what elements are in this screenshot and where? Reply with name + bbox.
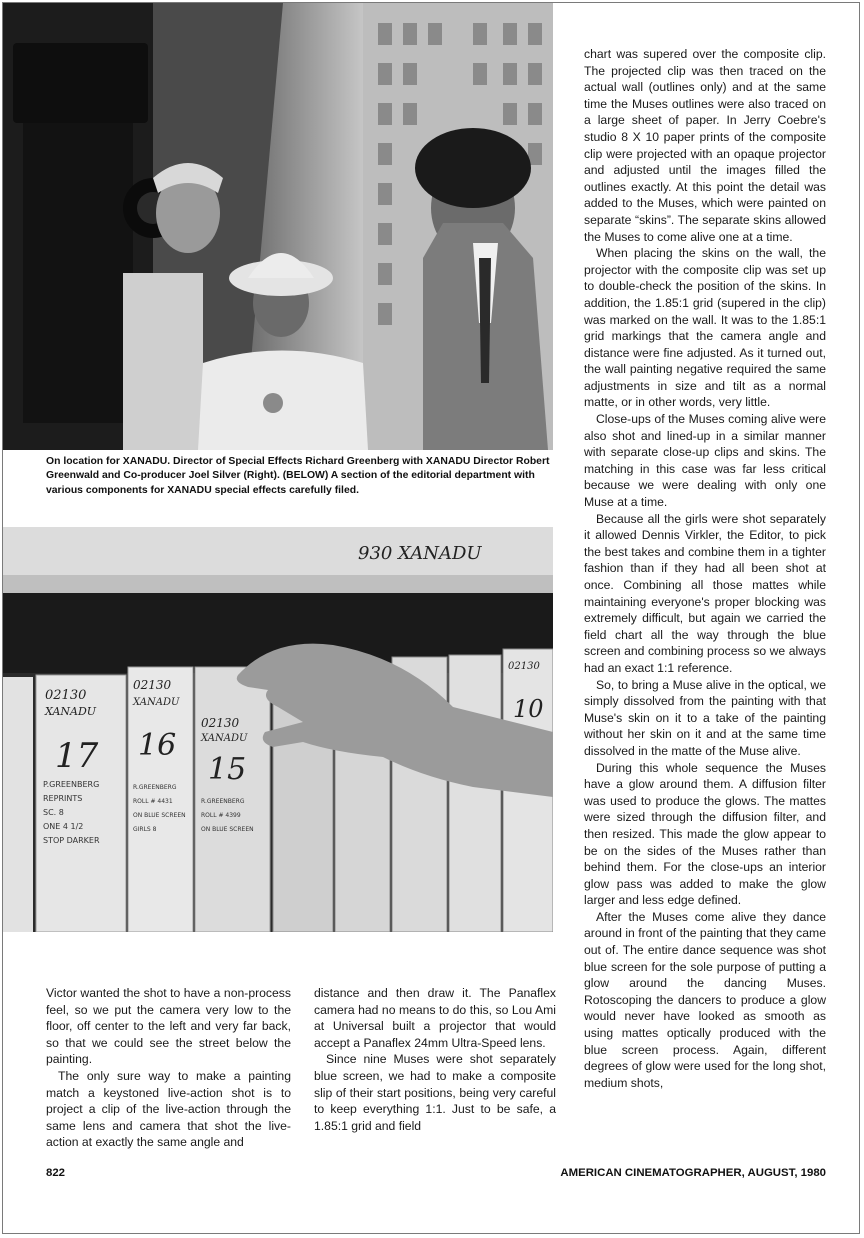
- magazine-footer: AMERICAN CINEMATOGRAPHER, AUGUST, 1980: [560, 1167, 826, 1179]
- film-box-note: R.GREENBERG: [201, 798, 245, 805]
- film-box-17: [36, 675, 126, 932]
- film-box-number: 15: [208, 752, 247, 787]
- paragraph: Because all the girls were shot separately it allowed Dennis Virkler, the Editor, to pick the best takes and combine them in a tighter fashion than if they had all been shot at once. Combining all those mattes while maintaining everyone's proper blocking was extremely difficult, but again we carried the field chart all the way through the blue screen and combining process so we always had an exact 1:1 reference.: [584, 511, 826, 675]
- film-box-note: ROLL # 4431: [133, 798, 173, 805]
- paragraph: The only sure way to make a painting match a keystoned live-action shot is to project a clip of the live-action through the same lens and camera that shot the live-action at exactly the same angle and: [46, 1068, 291, 1150]
- film-box-note: REPRINTS: [43, 794, 83, 803]
- paragraph: During this whole sequence the Muses have a glow around them. A diffusion filter was used to produce the glows. The mattes were sized through the diffusion filter, and then resized. This made the glow appear to be on the sides of the Muses rather than behind them. For the close-ups an interior glow pass was added to make the glow larger and less edge defined.: [584, 760, 826, 908]
- film-box-number: 17: [55, 736, 99, 776]
- text-column-right: [584, 46, 826, 1091]
- film-box-note: STOP DARKER: [43, 836, 100, 845]
- film-box-code: 02130: [508, 661, 540, 672]
- location-photo: [3, 3, 553, 450]
- film-box-note: P.GREENBERG: [43, 780, 100, 789]
- film-box-15: [195, 667, 270, 932]
- text-column-left: [46, 985, 291, 1151]
- photo-caption: On location for XANADU. Director of Special Effects Richard Greenberg with XANADU Director Robert Greenwald and Co-producer Joel Silver (Right). (BELOW) A section of the editorial department with various components for XANADU special effects carefully filed.: [46, 456, 550, 496]
- film-box-number: 10: [513, 695, 544, 723]
- film-box-16: [128, 667, 193, 932]
- film-box-note: ON BLUE SCREEN: [133, 812, 186, 819]
- paragraph: chart was supered over the composite clip. The projected clip was then traced on the actual wall (outlines only) and at the same time the Muses outlines were also traced on a large sheet of paper. In Jerry Coebre's studio 8 X 10 paper prints of the composite clip were projected with an opaque projector and adjusted until the images filled the outlines exactly. At this point the detail was added to the Muses, which were painted on separate “skins”. The separate skins allowed the Muses to come alive one at a time.: [584, 47, 826, 244]
- film-box-note: SC. 8: [43, 808, 64, 817]
- paragraph: distance and then draw it. The Panaflex camera had no means to do this, so Lou Ami at Universal built a projector that would accept a Panaflex 24mm Ultra-Speed lens.: [314, 986, 556, 1050]
- paragraph: Close-ups of the Muses coming alive were also shot and lined-up in a similar manner with separate close-up clips and skins. The matching in this case was far less critical because we were dealing with only one Muse at a time.: [584, 412, 826, 510]
- paragraph: So, to bring a Muse alive in the optical, we simply dissolved from the painting with that Muse's skin on it to a take of the painting without her skin on it and at the same time dissolved in the matte of the Muse alive.: [584, 677, 826, 758]
- paragraph: When placing the skins on the wall, the projector with the composite clip was set up to double-check the position of the skins. In addition, the 1.85:1 grid (supered in the clip) was marked on the wall. It was to the 1.85:1 grid markings that the camera angle and distance were fine adjusted. As it turned out, the wall painting negative required the same adjustments in size and tilt as a normal matte, or in other words, very little.: [584, 246, 826, 410]
- text-column-middle: [314, 985, 556, 1134]
- film-box-note: ONE 4 1/2: [43, 822, 84, 831]
- film-box-note: GIRLS 8: [133, 826, 157, 833]
- page-number: 822: [46, 1167, 66, 1179]
- shelf-label: 930 XANADU: [358, 543, 482, 564]
- film-box-note: ROLL # 4399: [201, 812, 241, 819]
- paragraph: After the Muses come alive they dance around in front of the painting that they came out of. The entire dance sequence was shot blue screen for the sole purpose of putting a glow around the dancing Muses. Rotoscoping the dancers to produce a glow would never have looked as smooth as using mattes optically produced with the blue screen process. Again, different degrees of glow were used for the long shot, medium shots,: [584, 909, 826, 1090]
- film-box-title: XANADU: [133, 697, 180, 708]
- film-box-code: 02130: [201, 716, 240, 730]
- film-box-title: XANADU: [201, 733, 248, 744]
- film-box-note: ON BLUE SCREEN: [201, 826, 254, 833]
- paragraph: Since nine Muses were shot separately blue screen, we had to make a composite slip of their start positions, being very careful to keep everything 1:1. Just to be safe, a 1.85:1 grid and field: [314, 1052, 556, 1133]
- film-box-code: 02130: [45, 688, 87, 703]
- film-box-code: 02130: [133, 678, 172, 692]
- film-box-number: 16: [138, 728, 177, 763]
- film-box-note: R.GREENBERG: [133, 784, 177, 791]
- film-box-title: XANADU: [45, 705, 97, 718]
- paragraph: Victor wanted the shot to have a non-process feel, so we put the camera very low to the floor, off center to the left and very far back, so that we could see the street below the painting.: [46, 986, 291, 1067]
- editorial-files-photo: [3, 527, 553, 932]
